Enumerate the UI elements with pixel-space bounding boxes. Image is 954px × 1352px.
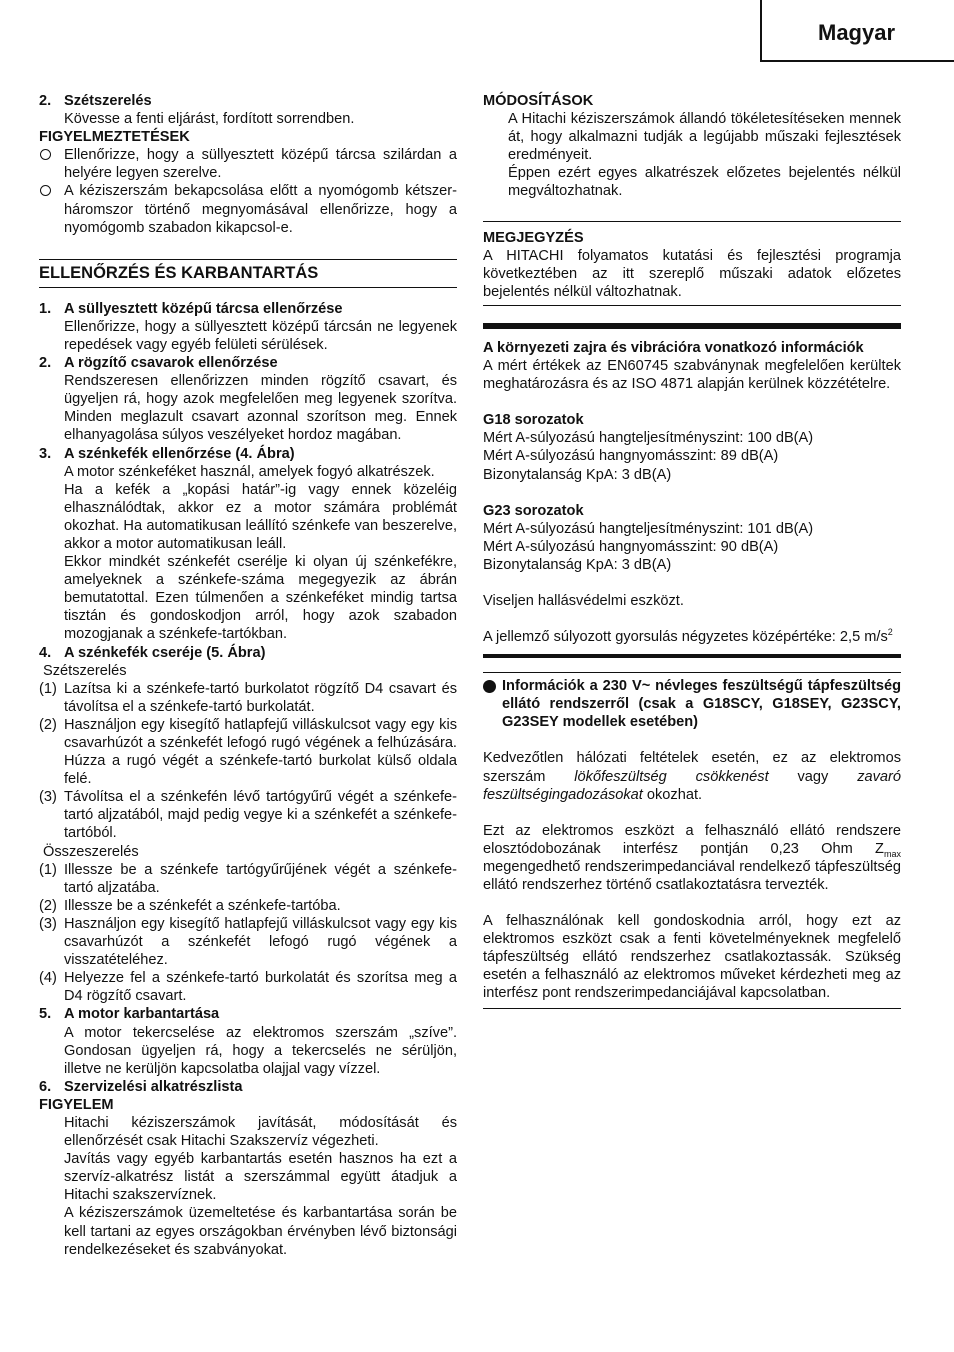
g18-line: Mért A-súlyozású hangnyomásszint: 89 dB(A): [483, 448, 779, 465]
s6-text-2: Javítás vagy egyéb karbantartás esetén hasznos ha ezt a szervíz-alkatrész listát a szerszámmal együtt átadjuk a Hitachi szakszervíznek.: [64, 1151, 457, 1204]
s4-heading: 4. A szénkefék cseréje (5. Ábra): [39, 644, 266, 661]
hearing-protection-text: Viseljen hallásvédelmi eszközt.: [483, 592, 684, 609]
note-title: MEGJEGYZÉS: [483, 229, 584, 246]
language-tab: [760, 0, 954, 62]
g23-line: Mért A-súlyozású hangteljesítményszint: 101 dB(A): [483, 520, 814, 537]
s3-heading: 3. A szénkefék ellenőrzése (4. Ábra): [39, 445, 295, 462]
language-label: Magyar: [818, 20, 896, 45]
s5-text: A motor tekercselése az elektromos szerszám „szíve”. Gondosan ügyeljen rá, hogy a tekercselés ne sérüljön, illetve ne kerüljön kapcsolatba olajjal vagy vízzel.: [64, 1024, 457, 1077]
list-item: (3) Távolítsa el a szénkefén lévő tartógyűrű végét a szénkefe-tartó aljzatából, majd pedig vegye ki a szénkefét a szénkefe-tartóból.: [39, 789, 457, 842]
note-text: A HITACHI folyamatos kutatási és fejlesztési programja következtében az itt szereplő műszaki adatok előzetes bejelentés nélkül változhatnak.: [483, 247, 901, 300]
s4-subheading-assembly: Összeszerelés: [43, 843, 139, 860]
s6-heading: 6. Szervizelési alkatrészlista: [39, 1078, 243, 1095]
divider: [483, 1008, 901, 1009]
g23-line: Mért A-súlyozású hangnyomásszint: 90 dB(A): [483, 538, 779, 555]
s3-text-3: Ekkor mindkét szénkefét cserélje ki olyan új szénkefékre, amelyeknek a szénkefe-száma megegyezik az ábrán bemutatottal. Ezen túlmenően a szénkeféket mindig tartsa tisztán és gondoskodjon arról, hogy azok szabadon mozogjanak a szénkefe-tartókban.: [64, 554, 457, 643]
list-item: (1) Illessze be a szénkefe tartógyűrűjének végét a szénkefe-tartó aljzatába.: [39, 861, 457, 896]
supply-text-1: Kedvezőtlen hálózati feltételek esetén, ez az elektromos szerszám lökőfeszültség csökkenést vagy zavaró feszültségingadozásokat okozhat.: [483, 750, 901, 803]
maintenance-section-title: ELLENŐRZÉS ÉS KARBANTARTÁS: [39, 259, 457, 288]
filled-bullet-icon: [483, 680, 496, 693]
modifications-title: MÓDOSÍTÁSOK: [483, 93, 594, 109]
s3-text-2: Ha a kefék a „kopási határ”-ig vagy ennek közeléig elhasználódtak, akkor ez a motor számára problémát okozhat. Ha automatikusan leállító szénkefe van beszerelve, akkor a motor automatikusan leáll.: [64, 481, 457, 552]
warning-item: Ellenőrizze, hogy a süllyesztett középű tárcsa szilárdan a helyére legyen szerelve.: [39, 146, 457, 182]
warnings-title: FIGYELMEZTETÉSEK: [39, 129, 190, 146]
list-item: (2) Illessze be a szénkefét a szénkefe-tartóba.: [39, 897, 341, 914]
s6-text-1: Hitachi kéziszerszámok javítását, módosítását és ellenőrzését csak Hitachi Szakszervíz végezheti.: [64, 1114, 457, 1150]
g18-line: Bizonytalanság KpA: 3 dB(A): [483, 466, 672, 483]
disassembly-text: Kövesse a fenti eljárást, fordított sorrendben.: [64, 111, 355, 128]
list-item: (3) Használjon egy kisegítő hatlapfejű villáskulcsot vagy egy kis csavarhúzót a szénkefét lefogó rugó végének a visszatételéhez.: [39, 915, 457, 969]
s2-text: Rendszeresen ellenőrizzen minden rögzítő csavart, és ügyeljen rá, hogy azok megfelelően meg legyenek szorítva. Minden meglazult csavart azonnal szorítson meg. Ennek elhanyagolása súlyos veszélyeket hordoz magában.: [64, 373, 457, 444]
supply-text-2: Ezt az elektromos eszközt a felhasználó ellátó rendszere elosztódobozának interfész pontján 0,23 Ohm $Z_{max}$ megengedhető rendszerimpedanciával rendelkező tápfeszültség ellátó rendszerhez történő csatlakoztatásra tervezték.: [483, 822, 901, 893]
acceleration-text: A jellemző súlyozott gyorsulás négyzetes középértéke: 2,5 $m/s^2$: [483, 627, 893, 646]
list-item: (2) Használjon egy kisegítő hatlapfejű villáskulcsot vagy egy kis csavarhúzót a szénkefét lefogó rugó végének a felhúzására. Húzza a rugó végét a szénkefe-tartó burkolat külső oldala felé.: [39, 716, 457, 788]
caution-title: FIGYELEM: [39, 1096, 114, 1113]
list-item: (1) Lazítsa ki a szénkefe-tartó burkolatot rögzítő D4 csavart és távolítsa el a szénkefe-tartó burkolatát.: [39, 680, 457, 715]
warning-item: A kéziszerszám bekapcsolása előtt a nyomógomb kétszer-háromszor történő megnyomásával ellenőrizze, hogy a nyomógomb szabadon kikapcsol-e.: [39, 182, 457, 236]
s3-text-1: A motor szénkeféket használ, amelyek fogyó alkatrészek.: [64, 463, 435, 480]
circle-bullet-icon: [40, 185, 51, 196]
s4-subheading-disassembly: Szétszerelés: [43, 662, 127, 679]
modifications-text-2: Éppen ezért egyes alkatrészek előzetes bejelentés nélkül megváltozhatnak.: [508, 165, 901, 200]
g18-title: G18 sorozatok: [483, 412, 584, 429]
s6-text-3: A kéziszerszámok üzemeltetése és karbantartása során be kell tartani az egyes országokban érvényben lévő biztonsági rendelkezéseket és szabványokat.: [64, 1205, 457, 1258]
modifications-text-1: A Hitachi kéziszerszámok állandó tökéletesítéseken mennek át, hogy alkalmazni tudják a legújabb műszaki fejlesztések eredményeit.: [508, 111, 901, 164]
noise-title: A környezeti zajra és vibrációra vonatkozó információk: [483, 339, 864, 356]
g23-title: G23 sorozatok: [483, 502, 584, 519]
disassembly-heading: 2. Szétszerelés: [39, 93, 152, 109]
supply-heading: Információk a 230 V~ névleges feszültségű tápfeszültség ellátó rendszerről (csak a G18SCY, G18SEY, G23SCY, G23SEY modellek esetében): [483, 677, 901, 731]
right-column: [483, 92, 901, 1009]
list-item: (4) Helyezze fel a szénkefe-tartó burkolatát és szorítsa meg a D4 rögzítő csavart.: [39, 970, 457, 1005]
noise-text: A mért értékek az EN60745 szabványnak megfelelően kerültek meghatározásra és az ISO 4871 alapján kerülnek közzétételre.: [483, 358, 901, 393]
g23-line: Bizonytalanság KpA: 3 dB(A): [483, 556, 672, 573]
supply-text-3: A felhasználónak kell gondoskodnia arról, hogy ezt az elektromos eszközt csak a fenti követelményeknek megfelelő tápfeszültség ellátó rendszerhez csatlakoztassák. Szükség esetén a felhasználó az elektromos műveket kérdezheti meg az interfész pont rendszerimpedanciájával kapcsolatban.: [483, 913, 901, 1002]
circle-bullet-icon: [40, 149, 51, 160]
s1-text: Ellenőrizze, hogy a süllyesztett középű tárcsán ne legyenek repedések vagy egyéb felületi sérülések.: [64, 318, 457, 353]
s2-heading: 2. A rögzítő csavarok ellenőrzése: [39, 355, 278, 372]
s5-heading: 5. A motor karbantartása: [39, 1006, 220, 1023]
s1-heading: 1. A süllyesztett középű tárcsa ellenőrzése: [39, 300, 343, 317]
left-column: [39, 92, 457, 1259]
g18-line: Mért A-súlyozású hangteljesítményszint: 100 dB(A): [483, 430, 814, 447]
